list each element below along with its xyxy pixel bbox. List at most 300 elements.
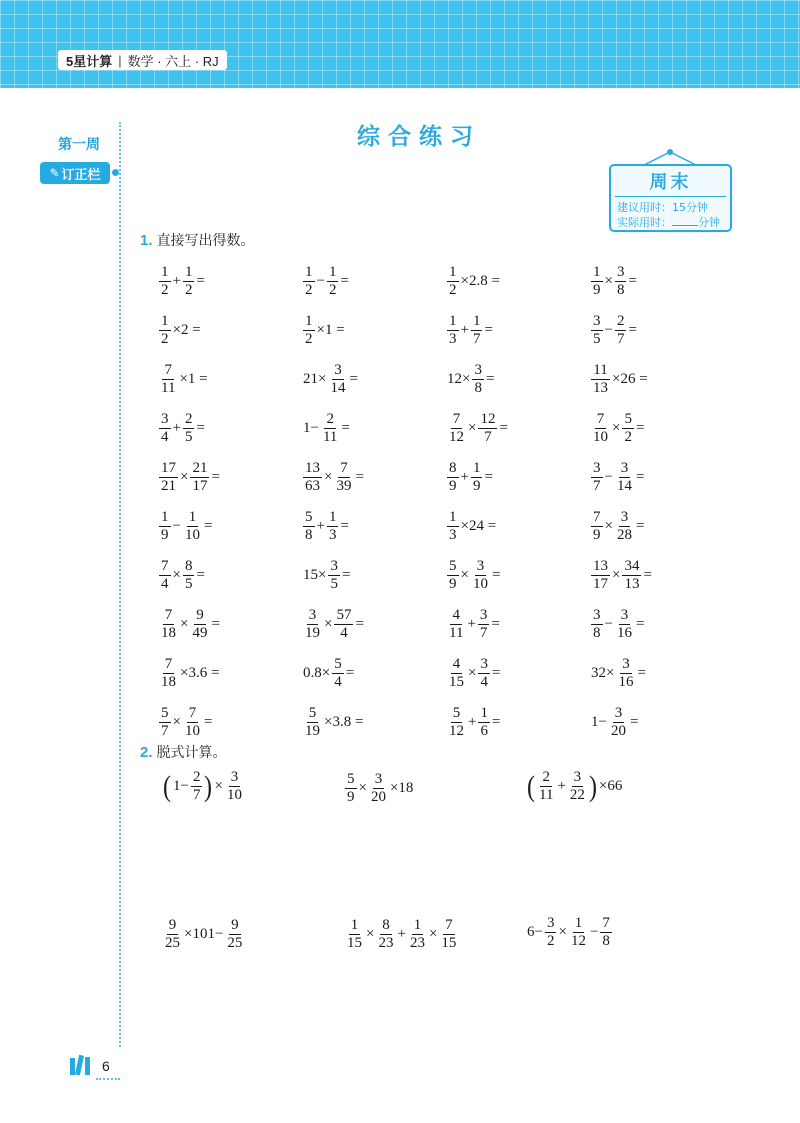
- numerator: 13: [593, 558, 608, 574]
- problem-item[interactable]: [158, 257, 302, 306]
- parenthesis: ): [588, 769, 597, 803]
- math-expression: [446, 314, 494, 347]
- math-expression: [302, 559, 351, 592]
- fraction: [225, 918, 244, 951]
- math-expression: [302, 706, 364, 739]
- denominator: 7: [593, 478, 601, 494]
- section-2-title: 脱式计算。: [156, 745, 227, 761]
- fraction: [225, 770, 244, 803]
- math-expression: [302, 608, 365, 641]
- fraction: [568, 770, 587, 803]
- math-expression: [446, 461, 494, 494]
- operator-text: +: [460, 322, 469, 338]
- problem-item[interactable]: [158, 551, 302, 600]
- operator-text: =: [635, 518, 645, 534]
- numerator: 5: [347, 771, 355, 787]
- problem-item[interactable]: [302, 355, 446, 404]
- fraction: [183, 559, 195, 592]
- denominator: 14: [330, 380, 346, 396]
- denominator: 15: [347, 935, 362, 951]
- math-expression: [302, 412, 351, 445]
- math-expression: [526, 916, 613, 949]
- timer-divider: [615, 196, 726, 197]
- numerator: 1: [593, 264, 601, 280]
- calc-problem[interactable]: [344, 770, 526, 805]
- section-1-title: 直接写出得数。: [156, 233, 255, 249]
- problem-item[interactable]: [158, 649, 302, 698]
- operator-text: ×: [612, 420, 621, 436]
- fraction: [183, 265, 195, 298]
- fraction: [369, 772, 388, 805]
- fraction: [190, 608, 209, 641]
- math-expression: [162, 770, 245, 803]
- numerator: 1: [574, 915, 583, 931]
- problem-item[interactable]: [446, 698, 590, 747]
- denominator: 2: [161, 331, 169, 347]
- operator-text: =: [499, 420, 508, 436]
- operator-text: =: [491, 665, 501, 681]
- problem-item[interactable]: [590, 551, 734, 600]
- operator-text: =: [491, 567, 501, 583]
- problem-item[interactable]: [158, 404, 302, 453]
- operator-text: ×: [324, 469, 333, 485]
- math-expression: [344, 918, 459, 951]
- fraction: [345, 918, 364, 951]
- math-expression: [590, 706, 639, 739]
- operator-text: ×24 =: [460, 518, 497, 534]
- denominator: 10: [472, 576, 488, 592]
- math-expression: [302, 657, 355, 690]
- operator-text: −: [172, 518, 181, 534]
- fraction: [616, 657, 635, 690]
- suggested-time-value: 15分钟: [672, 201, 708, 214]
- operator-text: ×66: [598, 778, 623, 794]
- math-expression: [162, 918, 245, 951]
- numerator: 3: [230, 769, 239, 785]
- actual-time-unit: 分钟: [698, 216, 720, 229]
- denominator: 39: [336, 478, 352, 494]
- math-expression: [158, 363, 209, 396]
- fraction: [615, 608, 634, 641]
- denominator: 10: [593, 429, 608, 445]
- problem-item[interactable]: [590, 404, 734, 453]
- fraction: [303, 510, 315, 543]
- math-expression: [590, 608, 645, 641]
- math-expression: [302, 265, 350, 298]
- operator-text: ×: [180, 469, 189, 485]
- numerator: 3: [161, 411, 169, 427]
- operator-text: 21×: [303, 371, 327, 387]
- math-expression: [590, 510, 645, 543]
- denominator: 2: [161, 282, 169, 298]
- numerator: 5: [624, 411, 632, 427]
- numerator: 9: [168, 917, 177, 933]
- books-icon: [68, 1052, 94, 1076]
- operator-text: +: [397, 926, 406, 942]
- operator-text: ×101−: [184, 926, 224, 942]
- denominator: 12: [570, 933, 586, 949]
- denominator: 19: [305, 625, 320, 641]
- denominator: 9: [449, 478, 457, 494]
- operator-text: ×: [172, 567, 181, 583]
- numerator: 1: [350, 917, 359, 933]
- math-expression: [302, 510, 350, 543]
- numerator: 1: [472, 460, 481, 476]
- operator-text: =: [628, 322, 637, 338]
- problem-item[interactable]: [446, 502, 590, 551]
- section-2-number: 2.: [140, 744, 153, 761]
- denominator: 2: [449, 282, 457, 298]
- fraction: [478, 657, 490, 690]
- operator-text: ×: [366, 926, 375, 942]
- problem-item[interactable]: [158, 502, 302, 551]
- problem-item[interactable]: [158, 306, 302, 355]
- problem-item[interactable]: [302, 453, 446, 502]
- fraction: [569, 916, 588, 949]
- fraction: [190, 461, 209, 494]
- numerator: 2: [616, 313, 625, 329]
- fraction: [478, 412, 497, 445]
- numerator: 5: [334, 656, 342, 672]
- problem-item[interactable]: [302, 306, 446, 355]
- operator-text: =: [637, 665, 646, 681]
- fraction: [408, 918, 427, 951]
- fraction: [159, 510, 171, 543]
- denominator: 15: [441, 935, 457, 951]
- calc-problem[interactable]: [162, 770, 344, 805]
- numerator: 1: [449, 264, 457, 280]
- operator-text: −: [316, 273, 325, 289]
- denominator: 4: [334, 674, 342, 690]
- operator-text: ×26 =: [612, 371, 648, 387]
- fraction: [376, 918, 395, 951]
- numerator: 1: [305, 264, 313, 280]
- numerator: 7: [164, 607, 173, 623]
- numerator: 7: [452, 411, 461, 427]
- fraction: [622, 559, 641, 592]
- numerator: 7: [188, 705, 197, 721]
- math-expression: [590, 461, 645, 494]
- problem-item[interactable]: [590, 453, 734, 502]
- denominator: 5: [184, 576, 193, 592]
- fraction: [345, 772, 357, 805]
- problem-item[interactable]: [302, 551, 446, 600]
- page-number: 6: [102, 1058, 110, 1074]
- problem-item[interactable]: [446, 257, 590, 306]
- numerator: 9: [196, 607, 204, 623]
- operator-text: ×: [324, 616, 333, 632]
- operator-text: =: [484, 322, 493, 338]
- operator-text: ×3.8 =: [324, 714, 364, 730]
- math-expression: [590, 363, 649, 396]
- operator-text: =: [196, 567, 205, 583]
- book-brand: 5星计算: [66, 53, 113, 69]
- numerator: 3: [614, 705, 623, 721]
- operator-text: =: [355, 616, 364, 632]
- operator-text: −: [604, 322, 613, 338]
- operator-text: =: [196, 273, 205, 289]
- denominator: 11: [539, 787, 554, 803]
- numerator: 1: [184, 264, 193, 280]
- step-calc-row: [162, 916, 722, 951]
- problem-item[interactable]: [158, 453, 302, 502]
- operator-text: 32×: [591, 665, 615, 681]
- numerator: 2: [192, 769, 201, 785]
- fraction: [183, 412, 195, 445]
- denominator: 7: [479, 625, 488, 641]
- operator-text: =: [643, 567, 652, 583]
- math-expression: [446, 657, 501, 690]
- denominator: 13: [624, 576, 640, 592]
- numerator: 2: [326, 411, 334, 427]
- fraction: [159, 265, 171, 298]
- operator-text: =: [491, 714, 501, 730]
- fraction: [328, 363, 347, 396]
- numerator: 3: [480, 656, 488, 672]
- calc-problem[interactable]: [526, 916, 708, 951]
- operator-text: −: [604, 469, 613, 485]
- operator-text: =: [203, 518, 213, 534]
- operator-text: ×18: [389, 780, 414, 796]
- fraction: [447, 510, 459, 543]
- operator-text: =: [203, 714, 213, 730]
- denominator: 20: [370, 789, 386, 805]
- fraction: [183, 706, 202, 739]
- fraction: [591, 412, 610, 445]
- math-expression: [446, 559, 501, 592]
- problem-item[interactable]: [302, 649, 446, 698]
- operator-text: ×: [172, 714, 181, 730]
- actual-time-label: 实际用时：: [617, 216, 672, 229]
- problem-item[interactable]: [446, 404, 590, 453]
- denominator: 12: [449, 429, 464, 445]
- problem-item[interactable]: [446, 306, 590, 355]
- math-expression: [590, 657, 647, 690]
- header-band: [0, 0, 800, 88]
- numerator: 8: [184, 558, 193, 574]
- fraction: [591, 265, 603, 298]
- calc-problem[interactable]: [526, 770, 708, 805]
- operator-text: ×: [180, 616, 189, 632]
- dot-icon: [112, 169, 119, 176]
- problem-item[interactable]: [590, 502, 734, 551]
- numerator: 1: [161, 509, 169, 525]
- math-expression: [590, 265, 638, 298]
- numerator: 1: [413, 917, 422, 933]
- operator-text: =: [485, 371, 495, 387]
- denominator: 18: [161, 674, 176, 690]
- numerator: 7: [164, 656, 173, 672]
- operator-text: +: [172, 420, 181, 436]
- numerator: 7: [164, 362, 172, 378]
- operator-text: ×2.8 =: [460, 273, 500, 289]
- denominator: 25: [227, 935, 243, 951]
- fraction: [615, 510, 634, 543]
- denominator: 9: [449, 576, 457, 592]
- operator-text: =: [196, 420, 205, 436]
- fraction: [159, 657, 178, 690]
- numerator: 4: [452, 607, 460, 623]
- fraction: [191, 770, 203, 803]
- problem-item[interactable]: [590, 649, 734, 698]
- week-label: 第一周: [58, 137, 100, 153]
- problem-item[interactable]: [590, 600, 734, 649]
- fraction: [334, 461, 353, 494]
- numerator: 3: [479, 607, 488, 623]
- math-expression: [446, 608, 501, 641]
- problem-item[interactable]: [446, 649, 590, 698]
- parenthesis: (: [527, 769, 535, 803]
- operator-text: ×: [468, 665, 477, 681]
- numerator: 11: [593, 362, 608, 378]
- fraction: [537, 770, 555, 803]
- fraction: [303, 314, 315, 347]
- calc-problem[interactable]: [162, 916, 344, 951]
- denominator: 12: [449, 723, 464, 739]
- fraction: [478, 608, 490, 641]
- fraction: [591, 559, 610, 592]
- problem-item[interactable]: [302, 698, 446, 747]
- denominator: 11: [322, 429, 338, 445]
- operator-text: ×: [460, 567, 469, 583]
- operator-text: 6−: [527, 924, 543, 940]
- fraction: [159, 461, 178, 494]
- problem-item[interactable]: [590, 257, 734, 306]
- fraction: [447, 559, 459, 592]
- timer-card: [609, 164, 732, 232]
- problem-item[interactable]: [158, 355, 302, 404]
- problem-item[interactable]: [590, 355, 734, 404]
- operator-text: ×1 =: [179, 371, 208, 387]
- book-tag: [58, 50, 227, 70]
- operator-text: +: [460, 469, 469, 485]
- fraction: [471, 559, 490, 592]
- operator-text: 15×: [303, 567, 327, 583]
- numerator: 12: [480, 411, 496, 427]
- problem-item[interactable]: [446, 355, 590, 404]
- problem-item[interactable]: [302, 257, 446, 306]
- denominator: 8: [616, 282, 625, 298]
- operator-text: 1−: [591, 714, 607, 730]
- fraction: [447, 657, 466, 690]
- denominator: 8: [593, 625, 601, 641]
- denominator: 22: [569, 787, 585, 803]
- numerator: 7: [161, 558, 169, 574]
- numerator: 3: [620, 460, 629, 476]
- problem-row: [158, 600, 738, 649]
- denominator: 3: [449, 331, 457, 347]
- operator-text: ×: [604, 273, 613, 289]
- denominator: 13: [593, 380, 608, 396]
- operator-text: =: [635, 616, 645, 632]
- problem-item[interactable]: [302, 600, 446, 649]
- numerator: 1: [449, 509, 457, 525]
- numerator: 5: [449, 558, 457, 574]
- operator-text: ×1 =: [316, 322, 345, 338]
- step-calc-row: [162, 770, 722, 805]
- pencil-icon: ✎: [49, 166, 60, 180]
- problem-item[interactable]: [302, 502, 446, 551]
- operator-text: =: [491, 616, 500, 632]
- problem-item[interactable]: [302, 404, 446, 453]
- math-expression: [590, 412, 645, 445]
- denominator: 2: [546, 933, 555, 949]
- denominator: 15: [449, 674, 464, 690]
- numerator: 1: [188, 509, 197, 525]
- math-expression: [590, 314, 638, 347]
- numerator: 21: [192, 460, 208, 476]
- math-expression: [446, 510, 497, 543]
- numerator: 3: [593, 313, 601, 329]
- fraction: [471, 461, 483, 494]
- numerator: 8: [449, 460, 457, 476]
- math-expression: [158, 461, 221, 494]
- math-expression: [158, 559, 206, 592]
- operator-text: 0.8×: [303, 665, 331, 681]
- fraction: [332, 657, 344, 690]
- problem-row: [158, 453, 738, 502]
- operator-text: =: [340, 518, 349, 534]
- operator-text: =: [635, 420, 645, 436]
- denominator: 4: [340, 625, 348, 641]
- operator-text: =: [628, 273, 637, 289]
- fraction: [183, 510, 202, 543]
- fraction: [159, 706, 171, 739]
- fraction: [447, 608, 465, 641]
- denominator: 8: [305, 527, 313, 543]
- denominator: 14: [616, 478, 632, 494]
- denominator: 9: [347, 789, 355, 805]
- operator-text: +: [316, 518, 325, 534]
- numerator: 9: [231, 917, 239, 933]
- fraction: [159, 412, 171, 445]
- numerator: 3: [616, 264, 625, 280]
- problem-item[interactable]: [446, 551, 590, 600]
- suggested-time: [611, 200, 730, 215]
- denominator: 4: [161, 429, 169, 445]
- numerator: 3: [374, 771, 383, 787]
- denominator: 5: [184, 429, 193, 445]
- problem-item[interactable]: [590, 698, 734, 747]
- denominator: 17: [593, 576, 608, 592]
- denominator: 4: [161, 576, 169, 592]
- fraction: [159, 314, 171, 347]
- operator-text: ×: [558, 924, 567, 940]
- math-expression: [446, 265, 501, 298]
- problem-item[interactable]: [158, 600, 302, 649]
- numerator: 7: [596, 411, 605, 427]
- fraction: [303, 608, 322, 641]
- denominator: 6: [480, 723, 488, 739]
- fraction: [327, 510, 339, 543]
- fraction: [591, 461, 603, 494]
- denominator: 3: [328, 527, 337, 543]
- fraction: [327, 265, 339, 298]
- math-expression: [158, 510, 213, 543]
- actual-time-blank[interactable]: [672, 215, 698, 226]
- calc-problem[interactable]: [344, 916, 526, 951]
- denominator: 10: [184, 527, 200, 543]
- problem-item[interactable]: [446, 453, 590, 502]
- problem-row: [158, 698, 738, 747]
- denominator: 23: [409, 935, 425, 951]
- problem-row: [158, 551, 738, 600]
- problem-item[interactable]: [446, 600, 590, 649]
- fraction: [615, 314, 627, 347]
- denominator: 20: [610, 723, 626, 739]
- problem-item[interactable]: [158, 698, 302, 747]
- problem-item[interactable]: [590, 306, 734, 355]
